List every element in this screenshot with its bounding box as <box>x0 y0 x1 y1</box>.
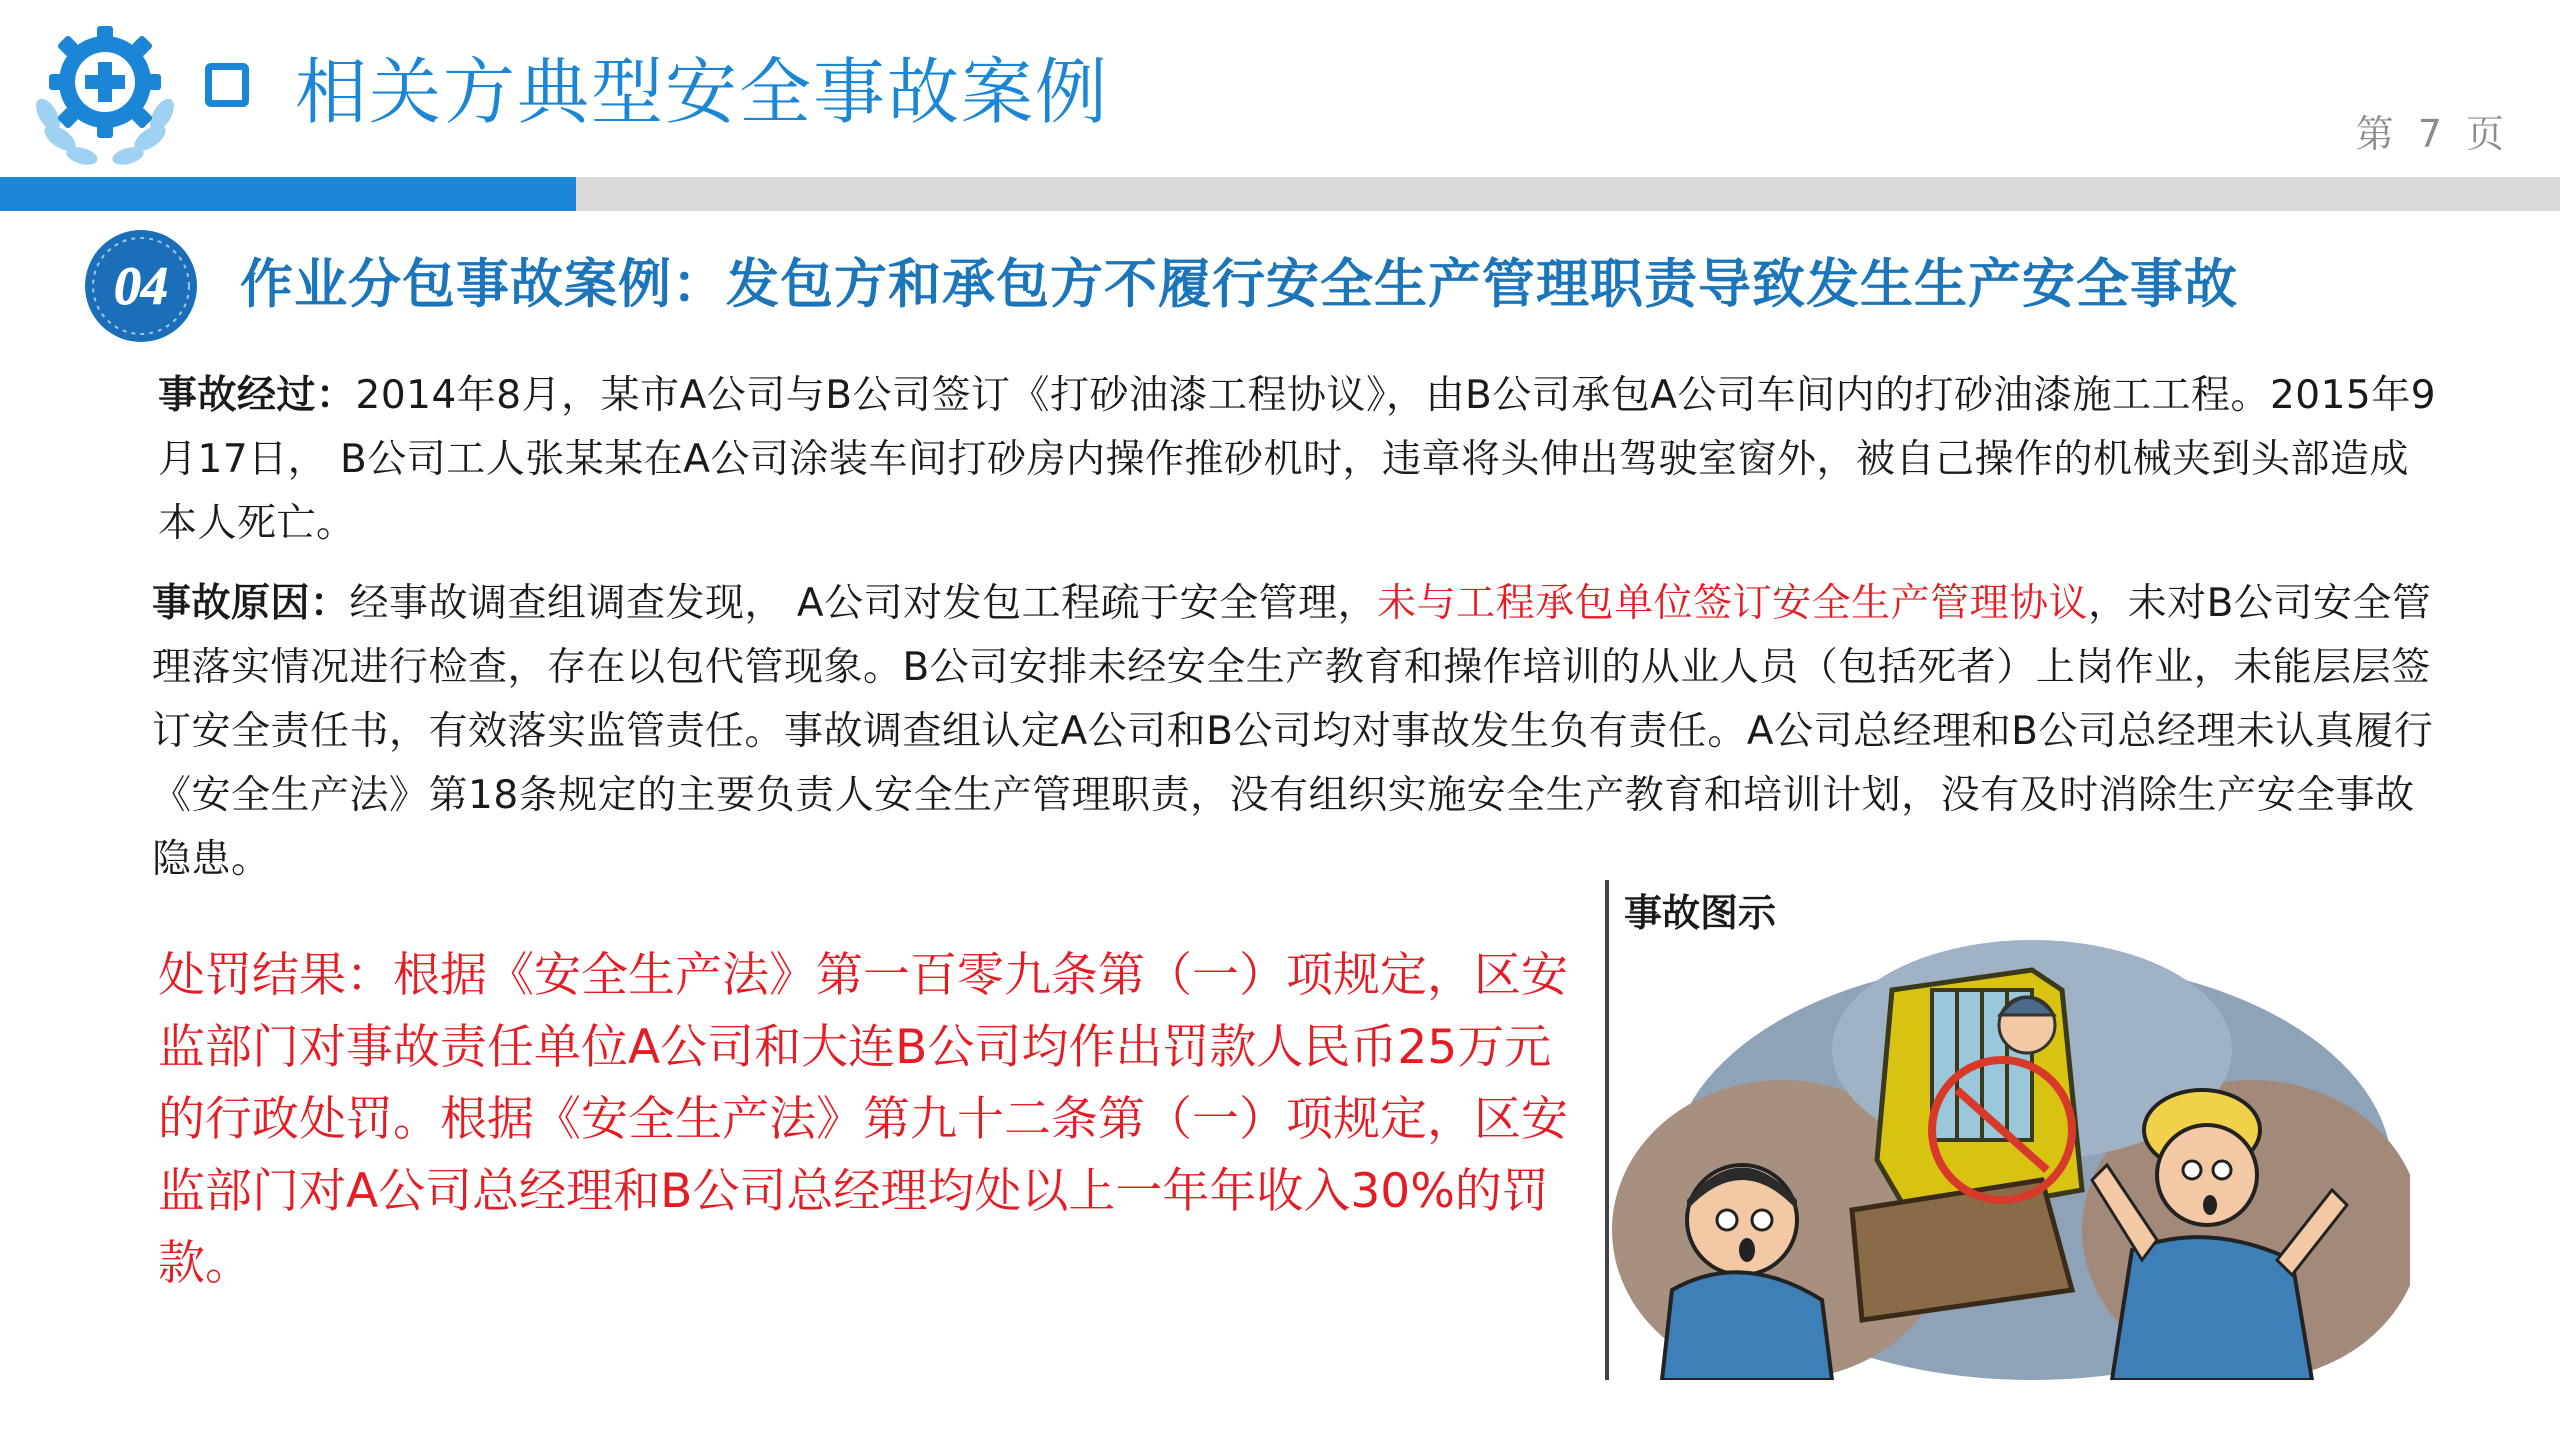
accident-cause-text-before: 经事故调查组调查发现， A公司对发包工程疏于安全管理， <box>349 581 1378 626</box>
accident-process-label: 事故经过： <box>158 373 356 418</box>
safety-cross-logo-icon <box>30 20 180 170</box>
number-badge-icon <box>82 227 200 345</box>
accident-cause-label: 事故原因： <box>152 581 350 626</box>
page-number: 第 7 页 <box>2355 112 2510 156</box>
accident-cause-paragraph <box>152 572 2452 892</box>
badge-number: 04 <box>114 256 168 316</box>
accident-process-text: 2014年8月，某市A公司与B公司签订《打砂油漆工程协议》，由B公司承包A公司车间内的打砂油漆施工工程。2015年9月17日， B公司工人张某某在A公司涂装车间打砂房内操作推砂机时，违章将头伸出驾驶室窗外，被自己操作的机械夹到头部造成本人死亡。 <box>158 373 2437 546</box>
page-title: 相关方典型安全事故案例 <box>295 50 1110 134</box>
header-divider-accent <box>0 177 576 211</box>
accident-illustration <box>1612 930 2410 1380</box>
figure-caption: 事故图示 <box>1624 891 1777 935</box>
section-heading: 作业分包事故案例：发包方和承包方不履行安全生产管理职责导致发生生产安全事故 <box>240 254 2238 315</box>
accident-process-paragraph <box>158 364 2448 556</box>
penalty-result-paragraph: 处罚结果：根据《安全生产法》第一百零九条第（一）项规定，区安监部门对事故责任单位A公司和大连B公司均作出罚款人民币25万元的行政处罚。根据《安全生产法》第九十二条第（一）项规定，区安监部门对A公司总经理和B公司总经理均处以上一年年收入30%的罚款。 <box>158 948 1568 1291</box>
accident-cause-highlight: 未与工程承包单位签订安全生产管理协议 <box>1377 581 2089 626</box>
accident-cause-text-after: ，未对B公司安全管理落实情况进行检查，存在以包代管现象。B公司安排未经安全生产教育和操作培训的从业人员（包括死者）上岗作业，未能层层签订安全责任书，有效落实监管责任。事故调查组认定A公司和B公司均对事故发生负有责任。A公司总经理和B公司总经理未认真履行《安全生产法》第18条规定的主要负责人安全生产管理职责，没有组织实施安全生产教育和培训计划，没有及时消除生产安全事故隐患。 <box>152 581 2434 882</box>
checkbox-square-icon <box>205 63 249 107</box>
figure-left-border <box>1605 880 1609 1380</box>
